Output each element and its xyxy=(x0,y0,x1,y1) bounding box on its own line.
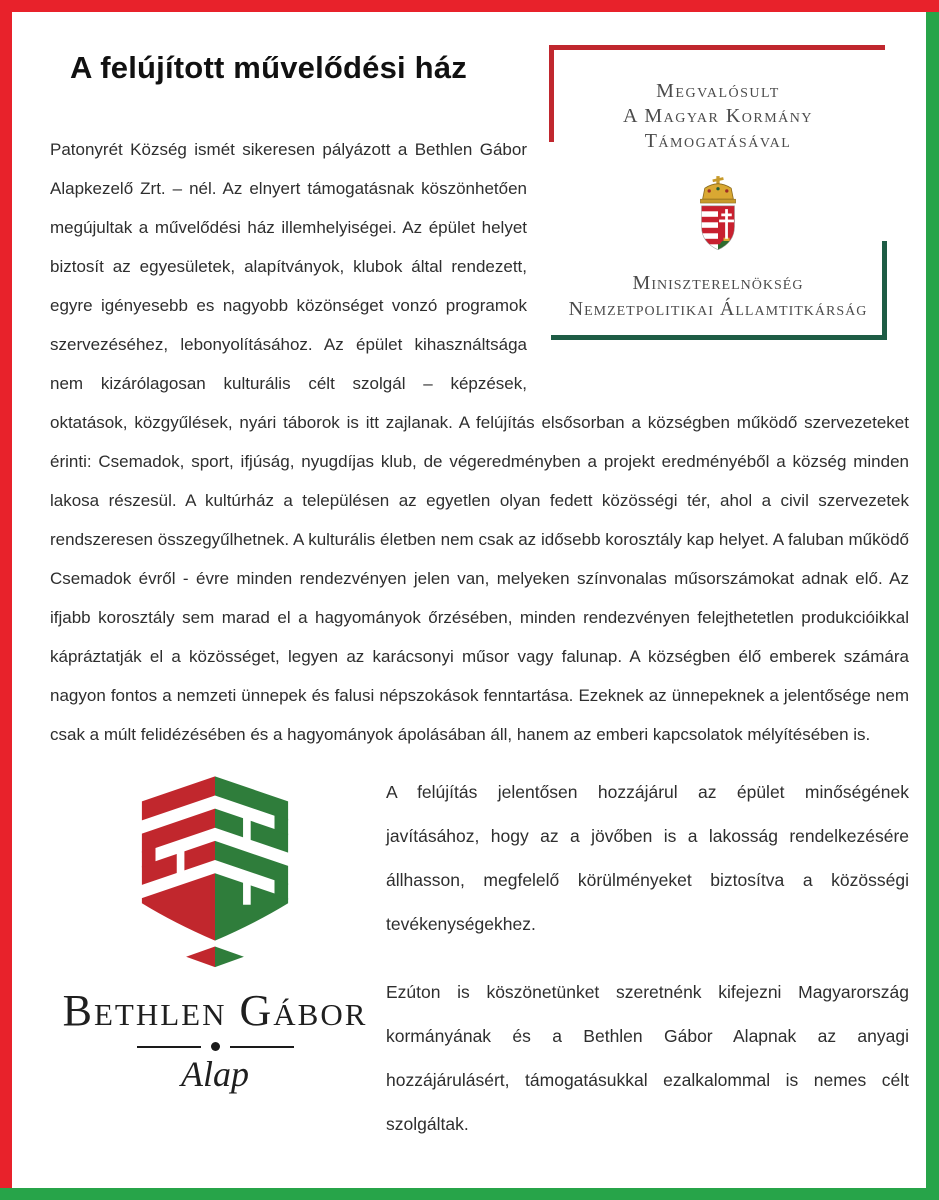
divider-dot xyxy=(211,1042,220,1051)
divider-line xyxy=(137,1046,201,1048)
gov-org-line: Nemzetpolitikai Államtitkárság xyxy=(568,298,868,320)
page-title: A felújított művelődési ház xyxy=(70,50,467,85)
page-border-left xyxy=(0,0,12,1200)
gov-support-line: Megvalósult xyxy=(656,80,780,102)
page-border-bottom xyxy=(0,1188,939,1200)
gov-frame-red-corner xyxy=(549,45,885,142)
government-support-logo xyxy=(549,45,887,340)
bga-divider xyxy=(50,1042,380,1051)
footer-paragraph: Ezúton is köszönetünket szeretnénk kifejezni Magyarország kormányának és a Bethlen Gábor Alapnak az anyagi hozzájárulásért, támogatásukkal ezalkalommal is nemes célt szolgáltak. xyxy=(386,982,909,1134)
gov-support-line: A Magyar Kormány xyxy=(622,105,814,127)
bga-subtitle: Alap xyxy=(181,1054,249,1094)
bethlen-gabor-shield-icon xyxy=(130,772,300,970)
footer-section xyxy=(50,764,909,1146)
footer-paragraphs xyxy=(386,764,909,1146)
gov-org-line: Miniszterelnökség xyxy=(632,272,804,294)
gov-frame-green-corner xyxy=(551,241,887,340)
article-paragraph-text: Patonyrét Község ismét sikeresen pályázott a Bethlen Gábor Alapkezelő Zrt. – nél. Az elnyert támogatásnak köszönhetően megújultak a művelődési ház illemhelyiségei. Az épület helyet biztosít az egyesületek, alapítványok, klubok által rendezett, egyre igényesebb es nagyobb közönséget vonzó programok szervezéséhez, lebonyolításához. Az épület kihasználtsága nem kizárólagosan kulturális célt szolgál – képzések, oktatások, közgyűlések, nyári táborok is itt zajlanak. A felújítás elsősorban a községben működő szervezeteket érinti: Csemadok, sport, ifjúság, nyugdíjas klub, de végeredményben a projekt eredményéből a község minden lakosa részesül. A kultúrház a településen az egyetlen olyan fedett közösségi tér, ahol a civil szervezetek rendszeresen összegyűlhetnek. A kulturális életben nem csak az idősebb korosztály kap helyet. A faluban működő Csemadok évről - évre minden rendezvényen jelen van, melyeken színvonalas műsorszámokat adnak elő. Az ifjabb korosztály sem marad el a hagyományok őrzésében, minden rendezvényen felejthetetlen produkcióikkal kápráztatják el a közösséget, legyen az karácsonyi műsor vagy falunap. A községben élő emberek számára nagyon fontos a nemzeti ünnepek és falusi népszokások fenntartása. Ezeknek az ünnepeknek a jelentősége nem csak a múlt felidézésében és a hagyományok ápolásában áll, hanem az emberi kapcsolatok mélyítésében is. xyxy=(50,140,909,744)
gov-support-line: Támogatásával xyxy=(644,130,792,152)
page-border-right xyxy=(926,12,939,1200)
page-border-top xyxy=(0,0,939,12)
footer-paragraph: A felújítás jelentősen hozzájárul az épület minőségének javításához, hogy az a jövőben is a lakosság rendelkezésére állhasson, megfelelő körülményeket biztosítva a közösségi tevékenységekhez. xyxy=(386,782,909,934)
divider-line xyxy=(230,1046,294,1048)
bethlen-gabor-alap-logo xyxy=(50,764,380,1146)
bga-wordmark: Bethlen Gábor xyxy=(62,986,368,1035)
